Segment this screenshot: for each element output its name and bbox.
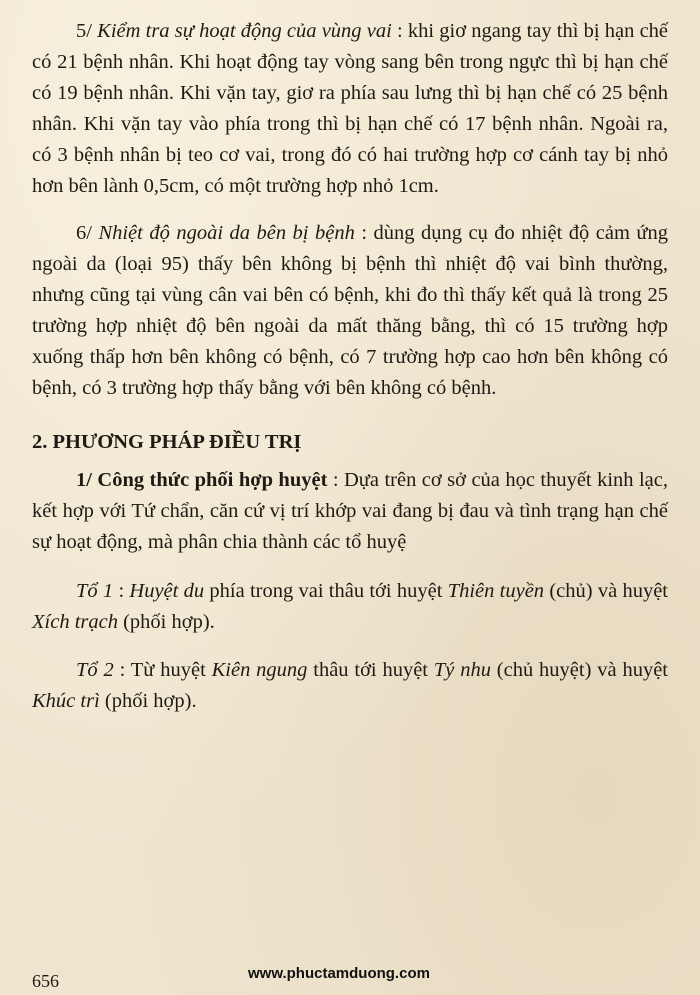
section-6-title: Nhiệt độ ngoài da bên bị bệnh xyxy=(98,222,355,244)
section-5-paragraph xyxy=(32,16,668,202)
group-2-text-3: (chủ huyệt) và huyệt xyxy=(490,659,668,681)
group-1-sep: : xyxy=(113,580,130,602)
group-2-target: Tý nhu xyxy=(433,659,491,681)
page-number: 656 xyxy=(32,971,59,991)
formula-body: : Dựa trên cơ sở của học thuyết kinh lạc, kết hợp với Tứ chẩn, căn cứ vị trí khớp vai đang bị đau và tình trạng hạn chế sự hoạt động, mà phân chia thành các tổ huyệ xyxy=(32,469,668,553)
section-6-body: : dùng dụng cụ đo nhiệt độ cảm ứng ngoài da (loại 95) thấy bên không bị bệnh thì nhiệt độ vai bình thường, nhưng cũng tại vùng cân vai bên có bệnh, khi đo thì thấy kết quả là trong 25 trường hợp nhiệt độ bên ngoài da mất thăng bằng, thì có 15 trường hợp xuống thấp hơn bên không có bệnh, có 7 trường hợp cao hơn bên không có bệnh, có 3 trường hợp thấy bằng với bên không có bệnh. xyxy=(32,222,668,399)
formula-paragraph xyxy=(32,465,668,558)
group-1-text-3: (phối hợp). xyxy=(117,611,215,633)
group-1-label: Tổ 1 xyxy=(76,580,114,602)
group-2-aux: Khúc trì xyxy=(32,690,100,712)
group-2-paragraph xyxy=(32,655,668,717)
group-2-point: Kiên ngung xyxy=(211,659,308,681)
section-5-title: Kiểm tra sự hoạt động của vùng vai xyxy=(97,20,392,42)
page-text xyxy=(32,16,668,717)
group-1-text-1: phía trong vai thâu tới huyệt xyxy=(204,580,448,602)
group-1-text-2: (chủ) và huyệt xyxy=(544,580,668,602)
section-6-label: 6/ xyxy=(76,222,92,244)
section-6-paragraph xyxy=(32,218,668,404)
group-1-paragraph xyxy=(32,576,668,638)
group-2-text-1: : Từ huyệt xyxy=(113,659,212,681)
group-1-aux: Xích trạch xyxy=(32,611,118,633)
group-1-target: Thiên tuyền xyxy=(447,580,545,602)
group-2-label: Tổ 2 xyxy=(76,659,114,681)
section-5-label: 5/ xyxy=(76,20,92,42)
section-heading: 2. PHƯƠNG PHÁP ĐIỀU TRỊ xyxy=(32,431,302,453)
website-watermark: www.phuctamduong.com xyxy=(248,965,430,982)
section-5-body: : khi giơ ngang tay thì bị hạn chế có 21 bệnh nhân. Khi hoạt động tay vòng sang bên trong ngực thì bị hạn chế có 19 bệnh nhân. Khi vặn tay, giơ ra phía sau lưng thì bị hạn chế có 25 bệnh nhân. Khi vặn tay vào phía trong thì bị hạn chế có 17 bệnh nhân. Ngoài ra, có 3 bệnh nhân bị teo cơ vai, trong đó có hai trường hợp cơ cánh tay bị nhỏ hơn bên lành 0,5cm, có một trường hợp nhỏ 1cm. xyxy=(32,20,669,197)
group-1-point: Huyệt du xyxy=(129,580,205,602)
formula-title: 1/ Công thức phối hợp huyệt xyxy=(76,469,328,491)
group-2-text-4: (phối hợp). xyxy=(99,690,197,712)
group-2-text-2: thâu tới huyệt xyxy=(307,659,434,681)
